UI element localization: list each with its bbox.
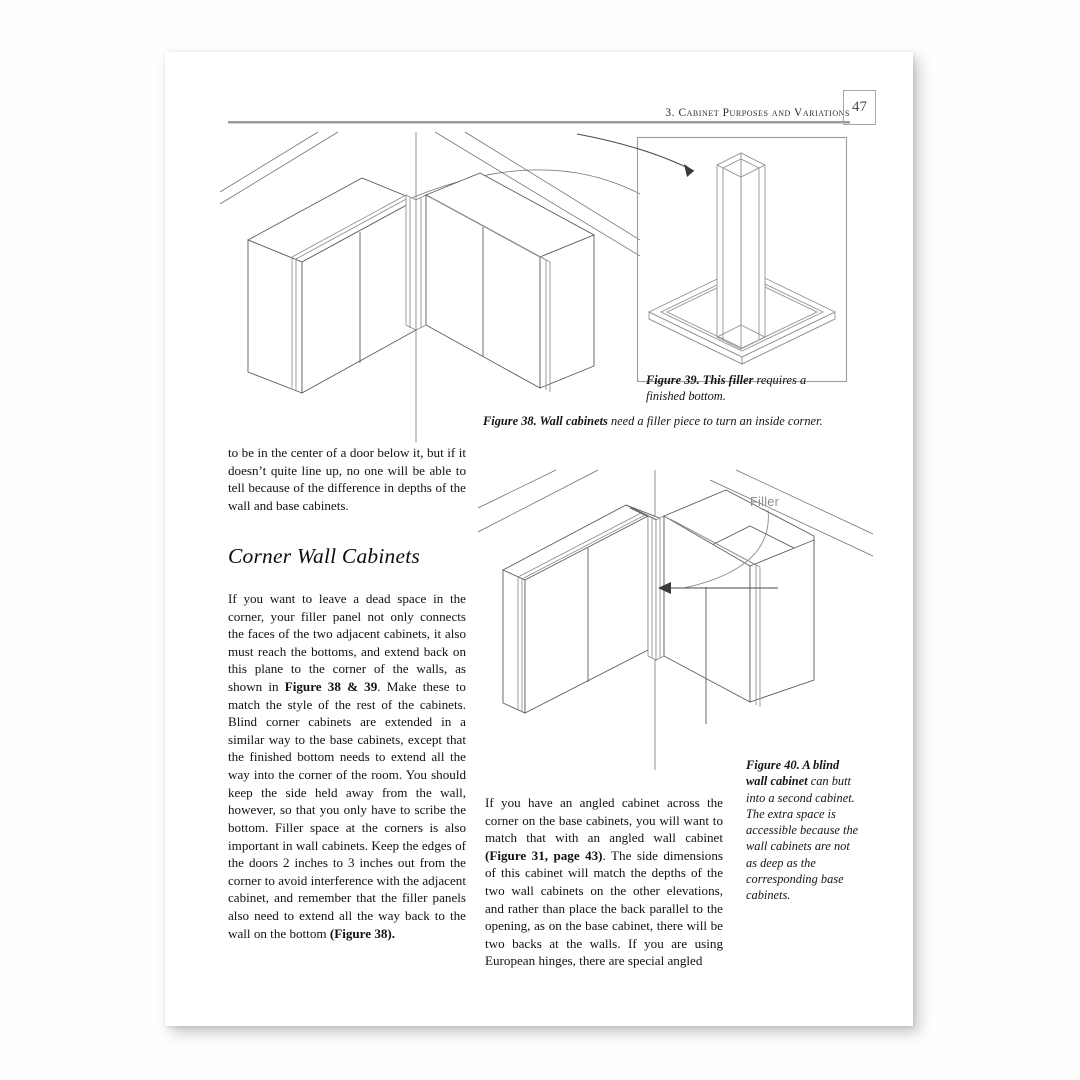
para-part-b: . Make these to match the style of the rest of the cabinets. Blind corner cabinets are extended in a similar way to the base cabinets, except that the finished bottom needs to extend all the way into the corner of the room. You should keep the side held away from the wall, however, so that you only have to scribe the bottom. Filler space at the corners is also important in wall cabinets. Keep the edges of the doors 2 inches to 3 inches out from the corner to avoid interference with the adjacent cabinet, and remember that the filler panels also need to extend all the way back to the wall on the bottom xyxy=(228,679,466,941)
right-column-body xyxy=(485,794,723,970)
left-column-continued-paragraph xyxy=(228,444,466,514)
figure-40-caption-rest: can butt into a second cabinet. The extra space is accessible because the wall cabinets are not as deep as the corresponding base cabinets. xyxy=(746,774,859,902)
figure-39-caption-rest: requires a finished bottom. xyxy=(646,373,807,404)
left-column-body xyxy=(228,590,466,942)
rpara-bold-fig31: (Figure 31, page 43) xyxy=(485,847,603,863)
paragraph-corner-wall-cabinets xyxy=(228,590,466,942)
section-heading-corner-wall-cabinets: Corner Wall Cabinets xyxy=(228,544,420,568)
figure-40-drawing xyxy=(478,470,873,790)
page-number-box xyxy=(843,90,876,125)
running-head-rule xyxy=(228,121,850,124)
para-part-a: If you want to leave a dead space in the corner, your filler panel not only connects the faces of the two adjacent cabinets, it also must reach the bottoms, and extend back on this plane to the corner of the walls, as shown in xyxy=(228,591,466,695)
paragraph-continued: to be in the center of a door below it, but if it doesn’t quite line up, no one will be able to tell because of the difference in depths of the wall and base cabinets. xyxy=(228,445,466,513)
figure-39-caption-lead: Figure 39. This filler xyxy=(646,373,754,387)
figure-38-caption-lead: Figure 38. Wall cabinets xyxy=(483,414,608,428)
page-number: 47 xyxy=(852,99,867,115)
book-page xyxy=(165,52,913,1026)
para-bold-fig38-39: Figure 38 & 39 xyxy=(284,679,378,695)
para-bold-fig38: (Figure 38). xyxy=(329,925,396,941)
figure-38-caption-rest: need a filler piece to turn an inside corner. xyxy=(607,414,823,428)
figure-40-caption-lead: Figure 40. A blind wall cabinet xyxy=(746,758,840,789)
paragraph-angled-cabinet xyxy=(485,794,723,970)
figure-39-drawing xyxy=(637,137,847,382)
figure-40-caption xyxy=(746,757,862,903)
running-head-text: 3. Cabinet Purposes and Variations xyxy=(665,107,850,119)
figure-40-filler-label: Filler xyxy=(750,495,780,509)
figure-38-caption xyxy=(483,413,883,429)
rpara-part-b: . The side dimensions of this cabinet will match the depths of the two wall cabinets on the other elevations, and rather than place the back parallel to the opening, as on the base cabinet, there will be two backs at the walls. If you are using European hinges, there are special angled xyxy=(485,847,723,969)
running-head xyxy=(228,98,850,124)
figure-39-caption xyxy=(646,372,846,404)
rpara-part-a: If you have an angled cabinet across the corner on the base cabinets, you will want to match that with an angled wall cabinet xyxy=(485,795,723,846)
